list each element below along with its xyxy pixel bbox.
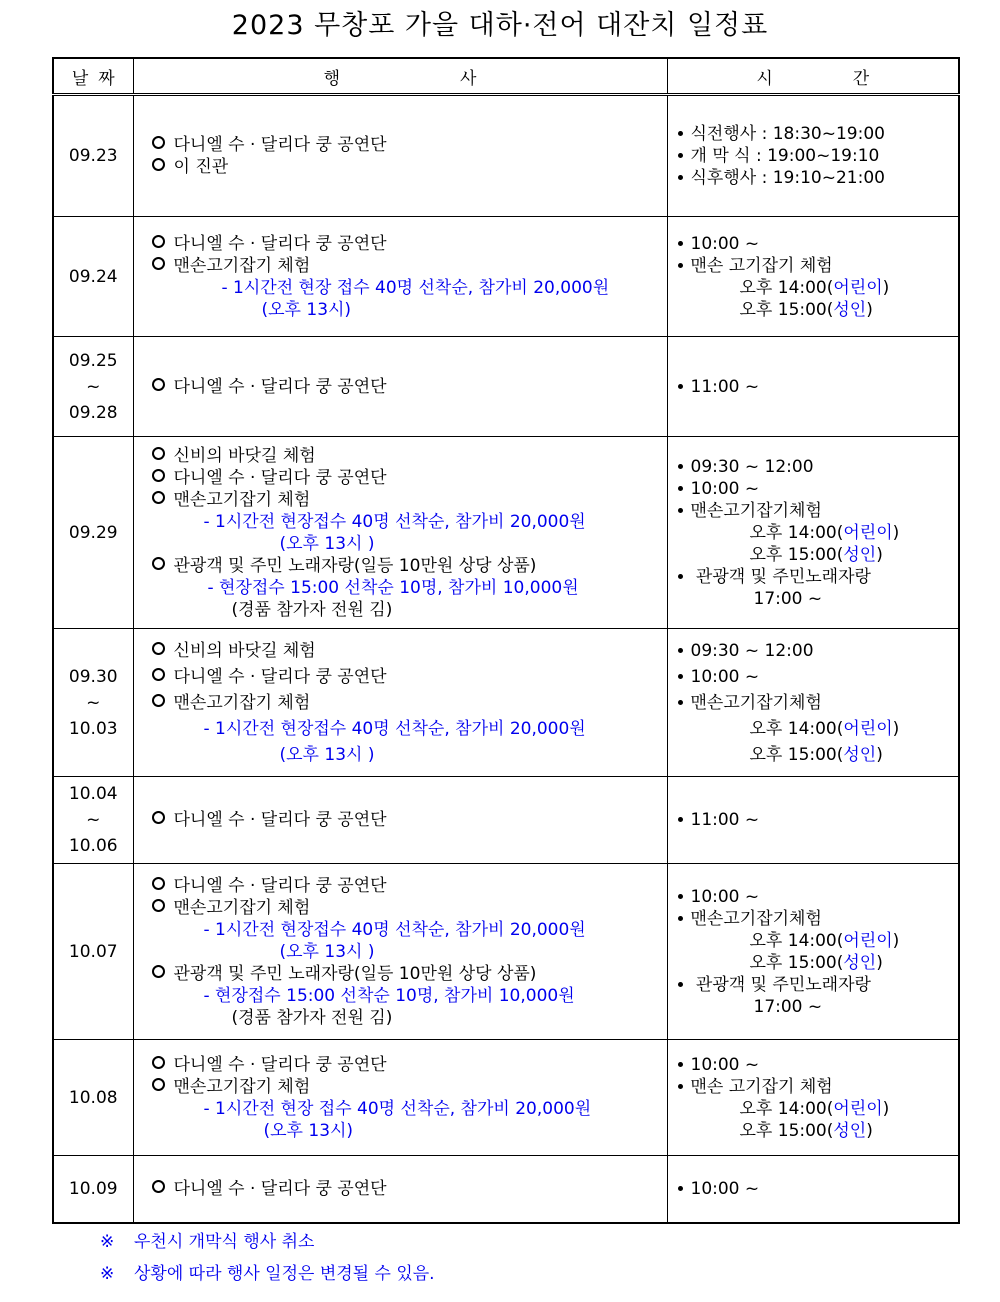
bullet-dot-icon xyxy=(678,817,683,822)
date-cell xyxy=(53,1156,133,1223)
time-text: ) xyxy=(882,277,890,298)
circle-bullet-icon xyxy=(152,136,165,149)
event-text: - 1시간전 현장접수 40명 선착순, 참가비 20,000원 xyxy=(203,919,586,940)
bullet-dot-icon xyxy=(678,384,683,389)
time-list xyxy=(668,632,959,774)
time-detail xyxy=(678,716,951,742)
time-text: ) xyxy=(876,544,883,565)
event-item xyxy=(152,963,659,985)
event-item xyxy=(152,233,659,255)
event-text: 다니엘 수 · 달리다 쿵 공연단 xyxy=(173,135,387,155)
time-cell xyxy=(667,864,959,1040)
event-item xyxy=(152,489,659,511)
circle-bullet-icon xyxy=(152,1180,165,1193)
event-text: 다니엘 수 · 달리다 쿵 공연단 xyxy=(173,233,387,254)
event-item xyxy=(152,1076,659,1098)
event-cell xyxy=(133,95,667,217)
footnote xyxy=(100,1258,435,1290)
date-text: 09.23 xyxy=(68,146,118,166)
time-list xyxy=(668,1172,959,1206)
event-item xyxy=(152,376,659,398)
event-text: - 현장접수 15:00 선착순 10명, 참가비 10,000원 xyxy=(207,577,579,598)
event-item xyxy=(152,156,659,178)
circle-bullet-icon xyxy=(152,491,165,504)
footnote-text: 상황에 따라 행사 일정은 변경될 수 있음. xyxy=(134,1264,435,1284)
time-item xyxy=(678,1076,951,1098)
event-item xyxy=(152,255,659,277)
time-cell xyxy=(667,777,959,864)
time-text: ) xyxy=(882,1098,890,1119)
event-detail xyxy=(152,599,659,621)
event-cell xyxy=(133,777,667,864)
bullet-dot-icon xyxy=(678,916,683,921)
time-text: 식전행사 : 18:30~19:00 xyxy=(690,124,885,144)
bullet-dot-icon xyxy=(678,486,683,491)
header-event-char-2: 사 xyxy=(460,68,477,89)
header-time-char-2: 간 xyxy=(852,68,870,89)
time-cell xyxy=(667,95,959,217)
time-text: 오후 14:00( xyxy=(749,930,844,951)
bullet-dot-icon xyxy=(678,1062,683,1067)
time-detail xyxy=(678,522,951,544)
time-text: 오후 15:00( xyxy=(749,744,844,765)
time-item xyxy=(678,456,951,478)
table-row xyxy=(53,629,959,777)
date-text: 10.07 xyxy=(68,941,118,962)
time-cell xyxy=(667,1156,959,1223)
circle-bullet-icon xyxy=(152,469,165,482)
time-text: 맨손 고기잡기 체험 xyxy=(690,1076,833,1097)
event-cell xyxy=(133,437,667,629)
table-row xyxy=(53,217,959,337)
time-text: 오후 14:00( xyxy=(739,1098,834,1119)
event-list xyxy=(134,869,667,1035)
event-text: 다니엘 수 · 달리다 쿵 공연단 xyxy=(173,376,387,397)
event-text: (오후 13시 ) xyxy=(279,744,375,765)
time-text: 17:00 ~ xyxy=(753,996,823,1017)
bullet-dot-icon xyxy=(678,153,683,158)
table-row xyxy=(53,337,959,437)
circle-bullet-icon xyxy=(152,257,165,270)
time-text: 어린이 xyxy=(833,1098,883,1119)
event-list xyxy=(134,632,667,774)
time-text: 맨손고기잡기체험 xyxy=(690,500,822,521)
circle-bullet-icon xyxy=(152,668,165,681)
event-detail xyxy=(152,1120,659,1142)
event-text: - 1시간전 현장접수 40명 선착순, 참가비 20,000원 xyxy=(203,511,586,532)
event-text: 이 진관 xyxy=(173,157,229,177)
date-cell xyxy=(53,864,133,1040)
header-time-char-1: 시 xyxy=(756,68,773,89)
circle-bullet-icon xyxy=(152,1056,165,1069)
time-list xyxy=(668,880,959,1024)
date-text: 10.06 xyxy=(68,836,118,856)
event-text: 신비의 바닷길 체험 xyxy=(173,445,316,466)
time-text: ) xyxy=(866,1120,873,1141)
time-item xyxy=(678,167,951,189)
time-text: 성인 xyxy=(833,1120,867,1141)
event-cell xyxy=(133,864,667,1040)
circle-bullet-icon xyxy=(152,811,165,824)
event-cell xyxy=(133,217,667,337)
time-text: 09:30 ~ 12:00 xyxy=(690,456,814,477)
date-cell xyxy=(53,1040,133,1156)
event-text: (경품 참가자 전원 김) xyxy=(231,1007,393,1028)
time-text: 10:00 ~ xyxy=(690,478,760,499)
bullet-dot-icon xyxy=(678,175,683,180)
bullet-dot-icon xyxy=(678,263,683,268)
page-title: 2023 무창포 가을 대하·전어 대잔치 일정표 xyxy=(231,10,769,41)
reference-mark-icon: ※ xyxy=(100,1264,115,1284)
event-text: 맨손고기잡기 체험 xyxy=(173,255,311,276)
reference-mark-icon: ※ xyxy=(100,1232,115,1252)
header-date xyxy=(53,58,133,95)
bullet-dot-icon xyxy=(678,674,683,679)
event-item xyxy=(152,1054,659,1076)
event-list xyxy=(134,370,667,404)
time-detail xyxy=(678,277,951,299)
time-item xyxy=(678,233,951,255)
time-text: 어린이 xyxy=(843,718,893,739)
event-text: 맨손고기잡기 체험 xyxy=(173,692,311,713)
event-text: 관광객 및 주민 노래자랑(일등 10만원 상당 상품) xyxy=(173,555,537,576)
event-text: (경품 참가자 전원 김) xyxy=(231,599,393,620)
time-text: 10:00 ~ xyxy=(690,1054,760,1075)
time-text: ) xyxy=(892,930,900,951)
bullet-dot-icon xyxy=(678,648,683,653)
event-item xyxy=(152,809,659,831)
time-detail xyxy=(678,930,951,952)
header-date-char-2: 짜 xyxy=(98,68,115,89)
time-detail xyxy=(678,996,951,1018)
time-text: 11:00 ~ xyxy=(690,810,760,830)
time-item xyxy=(678,145,951,167)
event-cell xyxy=(133,1156,667,1223)
date-cell xyxy=(53,437,133,629)
event-detail xyxy=(152,742,659,768)
circle-bullet-icon xyxy=(152,899,165,912)
date-text: ~ xyxy=(86,692,101,713)
event-item xyxy=(152,445,659,467)
bullet-dot-icon xyxy=(678,241,683,246)
table-row xyxy=(53,1156,959,1223)
time-detail xyxy=(678,588,951,610)
time-list xyxy=(668,803,959,837)
time-text: 맨손고기잡기체험 xyxy=(690,908,822,929)
event-detail xyxy=(152,941,659,963)
time-list xyxy=(668,227,959,327)
time-text: 개 막 식 : 19:00~19:10 xyxy=(690,146,880,166)
header-event xyxy=(133,58,667,95)
footnotes xyxy=(100,1226,435,1290)
time-item xyxy=(678,500,951,522)
time-text: 관광객 및 주민노래자랑 xyxy=(690,974,871,995)
header-time xyxy=(667,58,959,95)
date-text: 09.29 xyxy=(68,522,118,543)
time-item xyxy=(678,908,951,930)
time-text: 10:00 ~ xyxy=(690,233,760,254)
time-text: 어린이 xyxy=(843,930,893,951)
time-item xyxy=(678,638,951,664)
time-cell xyxy=(667,337,959,437)
time-text: 오후 14:00( xyxy=(749,522,844,543)
event-cell xyxy=(133,629,667,777)
event-text: 다니엘 수 · 달리다 쿵 공연단 xyxy=(173,666,387,687)
time-list xyxy=(668,450,959,616)
time-text: 관광객 및 주민노래자랑 xyxy=(690,566,871,587)
time-text: 11:00 ~ xyxy=(690,376,760,397)
time-text: ) xyxy=(892,522,900,543)
event-text: 신비의 바닷길 체험 xyxy=(173,640,316,661)
time-text: 10:00 ~ xyxy=(690,886,760,907)
bullet-dot-icon xyxy=(678,464,683,469)
time-text: ) xyxy=(876,744,883,765)
time-text: ) xyxy=(876,952,883,973)
bullet-dot-icon xyxy=(678,1186,683,1191)
event-text: 맨손고기잡기 체험 xyxy=(173,1076,311,1097)
time-detail xyxy=(678,952,951,974)
time-text: 오후 15:00( xyxy=(739,299,834,320)
event-detail xyxy=(152,277,659,299)
bullet-dot-icon xyxy=(678,982,683,987)
time-text: 09:30 ~ 12:00 xyxy=(690,640,814,661)
schedule-body xyxy=(53,95,959,1223)
bullet-dot-icon xyxy=(678,1084,683,1089)
time-text: 맨손 고기잡기 체험 xyxy=(690,255,833,276)
time-detail xyxy=(678,742,951,768)
date-text: 09.25 xyxy=(68,350,118,371)
date-cell xyxy=(53,95,133,217)
header-date-char-1: 날 xyxy=(71,68,89,89)
time-item xyxy=(678,566,951,588)
event-detail xyxy=(152,299,659,321)
event-cell xyxy=(133,337,667,437)
time-item xyxy=(678,478,951,500)
time-item xyxy=(678,376,951,398)
event-text: (오후 13시 ) xyxy=(279,533,375,554)
event-text: 다니엘 수 · 달리다 쿵 공연단 xyxy=(173,1178,387,1199)
circle-bullet-icon xyxy=(152,1078,165,1091)
event-detail xyxy=(152,577,659,599)
event-detail xyxy=(152,533,659,555)
event-text: - 1시간전 현장 접수 40명 선착순, 참가비 20,000원 xyxy=(203,1098,592,1119)
date-text: ~ xyxy=(86,810,101,830)
event-list xyxy=(134,1172,667,1206)
time-text: 어린이 xyxy=(833,277,883,298)
event-item xyxy=(152,1178,659,1200)
time-cell xyxy=(667,1040,959,1156)
time-text: ) xyxy=(892,718,900,739)
time-text: 식후행사 : 19:10~21:00 xyxy=(690,168,885,188)
time-item xyxy=(678,255,951,277)
time-detail xyxy=(678,1120,951,1142)
time-detail xyxy=(678,299,951,321)
time-text: ) xyxy=(866,299,873,320)
time-list xyxy=(668,370,959,404)
time-cell xyxy=(667,629,959,777)
time-text: 성인 xyxy=(843,952,877,973)
bullet-dot-icon xyxy=(678,894,683,899)
time-item xyxy=(678,886,951,908)
bullet-dot-icon xyxy=(678,131,683,136)
time-list xyxy=(668,1048,959,1148)
date-cell xyxy=(53,629,133,777)
time-item xyxy=(678,690,951,716)
footnote-text: 우천시 개막식 행사 취소 xyxy=(134,1232,315,1252)
event-list xyxy=(134,439,667,627)
event-list xyxy=(134,128,667,184)
header-event-char-1: 행 xyxy=(323,68,340,89)
event-detail xyxy=(152,985,659,1007)
circle-bullet-icon xyxy=(152,378,165,391)
table-row xyxy=(53,777,959,864)
event-text: - 1시간전 현장 접수 40명 선착순, 참가비 20,000원 xyxy=(221,277,610,298)
event-text: 맨손고기잡기 체험 xyxy=(173,489,311,510)
event-text: 다니엘 수 · 달리다 쿵 공연단 xyxy=(173,1054,387,1075)
table-row xyxy=(53,437,959,629)
event-text: 다니엘 수 · 달리다 쿵 공연단 xyxy=(173,467,387,488)
bullet-dot-icon xyxy=(678,574,683,579)
time-text: 성인 xyxy=(843,744,877,765)
circle-bullet-icon xyxy=(152,158,165,171)
circle-bullet-icon xyxy=(152,447,165,460)
time-text: 오후 14:00( xyxy=(749,718,844,739)
circle-bullet-icon xyxy=(152,694,165,707)
event-item xyxy=(152,134,659,156)
date-text: 09.24 xyxy=(68,266,118,287)
time-text: 어린이 xyxy=(843,522,893,543)
time-text: 성인 xyxy=(843,544,877,565)
event-detail xyxy=(152,511,659,533)
time-detail xyxy=(678,1098,951,1120)
event-item xyxy=(152,467,659,489)
time-text: 성인 xyxy=(833,299,867,320)
event-item xyxy=(152,875,659,897)
table-row xyxy=(53,864,959,1040)
date-text: 09.28 xyxy=(68,402,118,423)
circle-bullet-icon xyxy=(152,557,165,570)
event-item xyxy=(152,638,659,664)
event-text: 맨손고기잡기 체험 xyxy=(173,897,311,918)
time-text: 17:00 ~ xyxy=(753,588,823,609)
event-list xyxy=(134,227,667,327)
event-detail xyxy=(152,1098,659,1120)
time-item xyxy=(678,1178,951,1200)
time-text: 맨손고기잡기체험 xyxy=(690,692,822,713)
date-text: 09.30 xyxy=(68,666,118,687)
event-text: - 1시간전 현장접수 40명 선착순, 참가비 20,000원 xyxy=(203,718,586,739)
event-item xyxy=(152,897,659,919)
time-text: 오후 14:00( xyxy=(739,277,834,298)
event-detail xyxy=(152,716,659,742)
time-text: 오후 15:00( xyxy=(749,544,844,565)
date-cell xyxy=(53,217,133,337)
circle-bullet-icon xyxy=(152,642,165,655)
event-item xyxy=(152,690,659,716)
date-text: 10.04 xyxy=(68,784,118,804)
event-detail xyxy=(152,919,659,941)
schedule-table xyxy=(52,57,960,1224)
time-cell xyxy=(667,217,959,337)
event-item xyxy=(152,664,659,690)
time-text: 10:00 ~ xyxy=(690,1178,760,1199)
event-detail xyxy=(152,1007,659,1029)
bullet-dot-icon xyxy=(678,508,683,513)
circle-bullet-icon xyxy=(152,235,165,248)
event-text: 관광객 및 주민 노래자랑(일등 10만원 상당 상품) xyxy=(173,963,537,984)
date-text: 10.09 xyxy=(68,1178,118,1199)
time-item xyxy=(678,1054,951,1076)
event-text: 다니엘 수 · 달리다 쿵 공연단 xyxy=(173,875,387,896)
time-text: 10:00 ~ xyxy=(690,666,760,687)
circle-bullet-icon xyxy=(152,965,165,978)
time-item xyxy=(678,123,951,145)
time-text: 오후 15:00( xyxy=(749,952,844,973)
date-cell xyxy=(53,777,133,864)
event-text: (오후 13시) xyxy=(263,1120,354,1141)
time-item xyxy=(678,809,951,831)
date-cell xyxy=(53,337,133,437)
date-text: 10.03 xyxy=(68,718,118,739)
date-text: 10.08 xyxy=(68,1087,118,1108)
footnote xyxy=(100,1226,435,1258)
time-detail xyxy=(678,544,951,566)
event-text: (오후 13시 ) xyxy=(279,941,375,962)
event-text: (오후 13시) xyxy=(261,299,352,320)
time-item xyxy=(678,974,951,996)
time-text: 오후 15:00( xyxy=(739,1120,834,1141)
time-cell xyxy=(667,437,959,629)
circle-bullet-icon xyxy=(152,877,165,890)
table-row xyxy=(53,95,959,217)
event-list xyxy=(134,1048,667,1148)
event-item xyxy=(152,555,659,577)
time-list xyxy=(668,117,959,195)
event-list xyxy=(134,803,667,837)
event-cell xyxy=(133,1040,667,1156)
table-row xyxy=(53,1040,959,1156)
time-item xyxy=(678,664,951,690)
event-text: 다니엘 수 · 달리다 쿵 공연단 xyxy=(173,810,387,830)
table-header-row xyxy=(53,58,959,95)
event-text: - 현장접수 15:00 선착순 10명, 참가비 10,000원 xyxy=(203,985,575,1006)
bullet-dot-icon xyxy=(678,700,683,705)
date-text: ~ xyxy=(86,376,101,397)
